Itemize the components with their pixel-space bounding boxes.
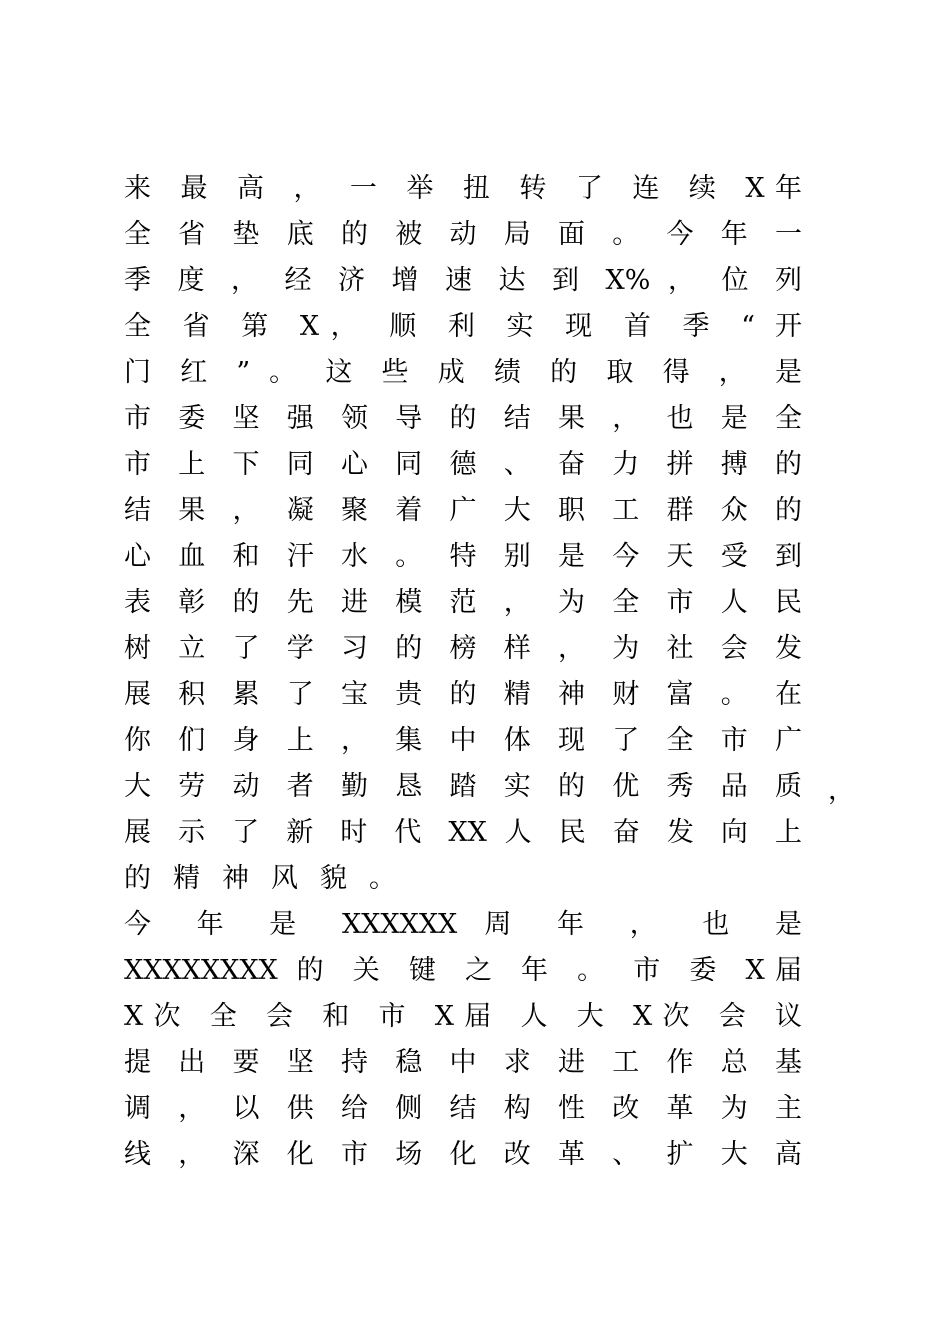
text-line-2: 全 省 垫 底 的 被 动 局 面 。 今 年 一 — [124, 219, 802, 250]
overhang-comma: ， — [828, 775, 855, 806]
text-line-19: X次 全 会 和 市 X届 人 大 X次 会 议 — [124, 1001, 802, 1032]
text-line-18: XXXXXXXX 的 关 键 之 年 。 市 委 X届 — [124, 955, 802, 986]
text-line-10: 表 彰 的 先 进 模 范 ， 为 全 市 人 民 — [124, 587, 802, 618]
text-line-4: 全 省 第 X， 顺 利 实 现 首 季 “ 开 — [124, 311, 802, 342]
text-line-15: 展 示 了 新 时 代 XX 人 民 奋 发 向 上 — [124, 817, 802, 848]
body-text — [124, 166, 802, 1178]
text-line-5: 门 红 ” 。 这 些 成 绩 的 取 得 ， 是 — [124, 357, 802, 388]
text-line-22: 线 ， 深 化 市 场 化 改 革 、 扩 大 高 — [124, 1139, 802, 1170]
text-line-3: 季 度 ， 经 济 增 速 达 到 X% ， 位 列 — [124, 265, 802, 296]
text-line-1: 来 最 高 ， 一 举 扭 转 了 连 续 X年 — [124, 173, 802, 204]
text-line-7: 市 上 下 同 心 同 德 、 奋 力 拼 搏 的 — [124, 449, 802, 480]
text-line-12: 展 积 累 了 宝 贵 的 精 神 财 富 。 在 — [124, 679, 802, 710]
text-line-20: 提 出 要 坚 持 稳 中 求 进 工 作 总 基 — [124, 1047, 802, 1078]
text-line-9: 心 血 和 汗 水 。 特 别 是 今 天 受 到 — [124, 541, 802, 572]
text-line-6: 市 委 坚 强 领 导 的 结 果 ， 也 是 全 — [124, 403, 802, 434]
text-line-21: 调 ， 以 供 给 侧 结 构 性 改 革 为 主 — [124, 1093, 802, 1124]
text-line-16: 的精神风貌。 — [124, 863, 418, 894]
text-line-13: 你 们 身 上 ， 集 中 体 现 了 全 市 广 — [124, 725, 802, 756]
text-line-8: 结 果 ， 凝 聚 着 广 大 职 工 群 众 的 — [124, 495, 802, 526]
text-line-11: 树 立 了 学 习 的 榜 样 ， 为 社 会 发 — [124, 633, 802, 664]
text-line-17: 今 年 是 XXXXXX 周 年 ， 也 是 — [124, 909, 802, 940]
text-line-14: 大 劳 动 者 勤 恳 踏 实 的 优 秀 品 质 — [124, 771, 802, 802]
